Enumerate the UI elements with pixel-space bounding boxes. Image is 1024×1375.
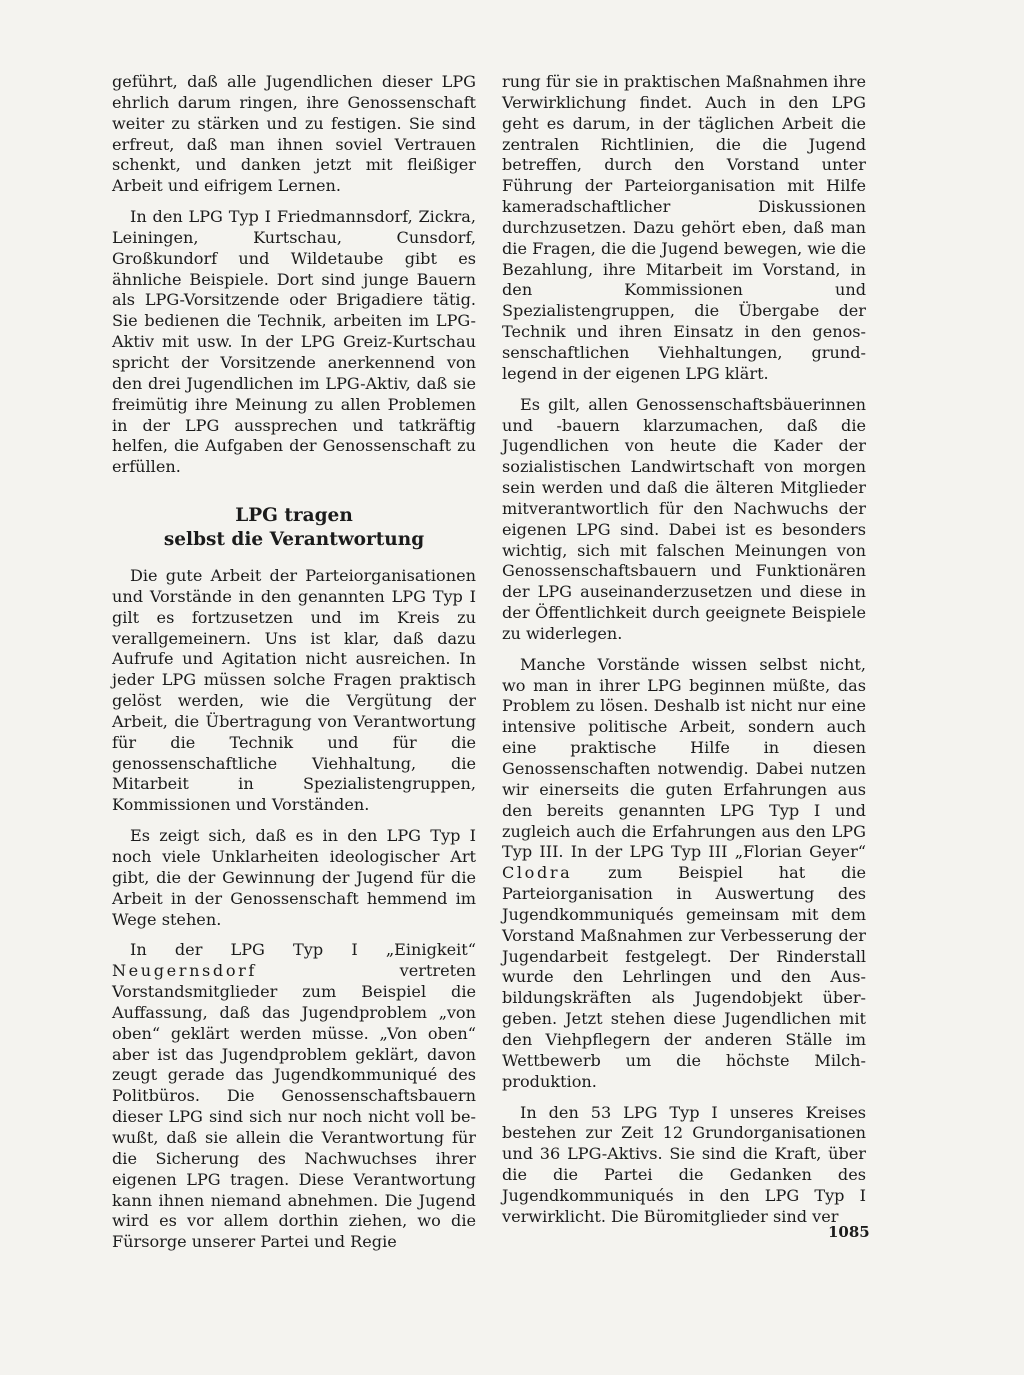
paragraph: rung für sie in praktischen Maßnahmen ihre Verwirklichung findet. Auch in den LPG geht es darum, in der täglichen Arbeit die zentralen Richtlinien, die die Jugend betreffen, durch den Vorstand unter Führung der Parteiorganisation mit Hilfe kameradschaftlicher Diskussionen durchzusetzen. Dazu gehört eben, daß man die Fragen, die die Jugend bewegen, wie die Bezahlung, ihre Mitarbeit im Vorstand, in den Kommissionen und Spezialistengruppen, die Übergabe der Technik und ihren Einsatz in den genossenschaftlichen Viehhaltungen, grundlegend in der eigenen LPG klärt. [502, 72, 866, 383]
heading-line: selbst die Verantwortung [163, 529, 425, 551]
paragraph [112, 940, 476, 1253]
text-run: Manche Vorstände wissen selbst nicht, wo man in ihrer LPG beginnen müßte, das Problem zu lösen. Deshalb ist nicht nur eine intensive politische Arbeit, sondern auch eine praktische Hilfe in diesen Genossenschaften notwendig. Dabei nutzen wir einerseits die guten Erfahrungen aus den bereits genannten LPG Typ I und zugleich auch die Erfahrungen aus den LPG Typ III. In der LPG Typ III „Florian Geyer“ [502, 654, 866, 862]
paragraph: geführt, daß alle Jugendlichen dieser LPG ehrlich darum ringen, ihre Genossenschaft weiter zu stärken und zu festigen. Sie sind erfreut, daß man ihnen soviel Vertrauen schenkt, und danken jetzt mit fleißiger Arbeit und eifrigem Lernen. [112, 72, 476, 196]
spaced-place-name: Neugernsdorf [112, 961, 257, 981]
page-number: 1085 [828, 1223, 870, 1241]
paragraph: In den 53 LPG Typ I unseres Kreises bestehen zur Zeit 12 Grundorganisationen und 36 LPG-Aktivs. Sie sind die Kraft, über die die Partei die Gedanken des Jugendkommuniqués in den LPG Typ I verwirklicht. Die Büromitglieder sind ver [502, 1102, 866, 1226]
text-run: zum Beispiel hat die Parteiorganisation in Auswertung des Jugendkommuniqués gemeinsam mit dem Vorstand Maßnahmen zur Verbesserung der Jugendarbeit festgelegt. Der Rinderstall wurde den Lehrlingen und den Ausbildungskräften als Jugendobjekt übergeben. Jetzt stehen diese Jugendlichen mit den Viehpflegern der anderen Ställe im Wettbewerb um die höchste Milchproduktion. [502, 863, 866, 1091]
right-column [502, 72, 866, 1238]
left-column [112, 72, 476, 1263]
paragraph: Es gilt, allen Genossenschaftsbäuerinnen und -bauern klarzumachen, daß die Jugendlichen von heute die Kader der sozialistischen Landwirtschaft von morgen sein werden und daß die älteren Mitglieder mitverantwortlich für den Nachwuchs der eigenen LPG sind. Dabei ist es besonders wichtig, sich mit falschen Meinungen von Genossenschaftsbauern und Funktionären der LPG auseinanderzusetzen und diese in der Öffentlichkeit durch geeignete Beispiele zu widerlegen. [502, 394, 866, 643]
section-heading [112, 504, 476, 552]
heading-line: LPG tragen [235, 505, 353, 527]
paragraph: Es zeigt sich, daß es in den LPG Typ I noch viele Unklarheiten ideologischer Art gibt, die der Gewinnung der Jugend für die Arbeit in der Genossenschaft hemmend im Wege stehen. [112, 826, 476, 929]
text-run: vertreten Vorstandsmitglieder zum Beispiel die Auffassung, daß das Jugendproblem „von oben“ geklärt werden müsse. „Von oben“ aber ist das Jugendproblem geklärt, davon zeugt gerade das Jugendkommuniqué des Politbüros. Die Genossenschaftsbauern dieser LPG sind sich nur noch nicht voll bewußt, daß sie allein die Verantwortung für die Sicherung des Nachwuchses ihrer eigenen LPG tragen. Diese Verantwortung kann ihnen niemand abnehmen. Die Jugend wird es vor allem dorthin ziehen, wo die Fürsorge unserer Partei und Regie [112, 961, 476, 1252]
spaced-place-name: Clodra [502, 863, 573, 883]
paragraph: Die gute Arbeit der Parteiorganisationen und Vorstände in den genannten LPG Typ I gilt es fortzusetzen und im Kreis zu verallgemeinern. Uns ist klar, daß dazu Aufrufe und Agitation nicht ausreichen. In jeder LPG müssen solche Fragen praktisch gelöst werden, wie die Vergütung der Arbeit, die Übertragung von Verantwortung für die Technik und für die genossenschaftliche Viehhaltung, die Mitarbeit in Spezialistengruppen, Kommissionen und Vorständen. [112, 566, 476, 815]
text-run: In der LPG Typ I „Einigkeit“ [130, 940, 476, 960]
paragraph [502, 655, 866, 1093]
paragraph: In den LPG Typ I Friedmannsdorf, Zickra, Leiningen, Kurtschau, Cunsdorf, Großkundorf und Wildetaube gibt es ähnliche Beispiele. Dort sind junge Bauern als LPG-Vorsitzende oder Brigadiere tätig. Sie bedienen die Technik, arbeiten im LPG-Aktiv mit usw. In der LPG Greiz-Kurtschau spricht der Vorsitzende anerkennend von den drei Jugendlichen im LPG-Aktiv, daß sie freimütig ihre Meinung zu allen Problemen in der LPG aussprechen und tatkräftig helfen, die Aufgaben der Genossenschaft zu erfüllen. [112, 207, 476, 477]
